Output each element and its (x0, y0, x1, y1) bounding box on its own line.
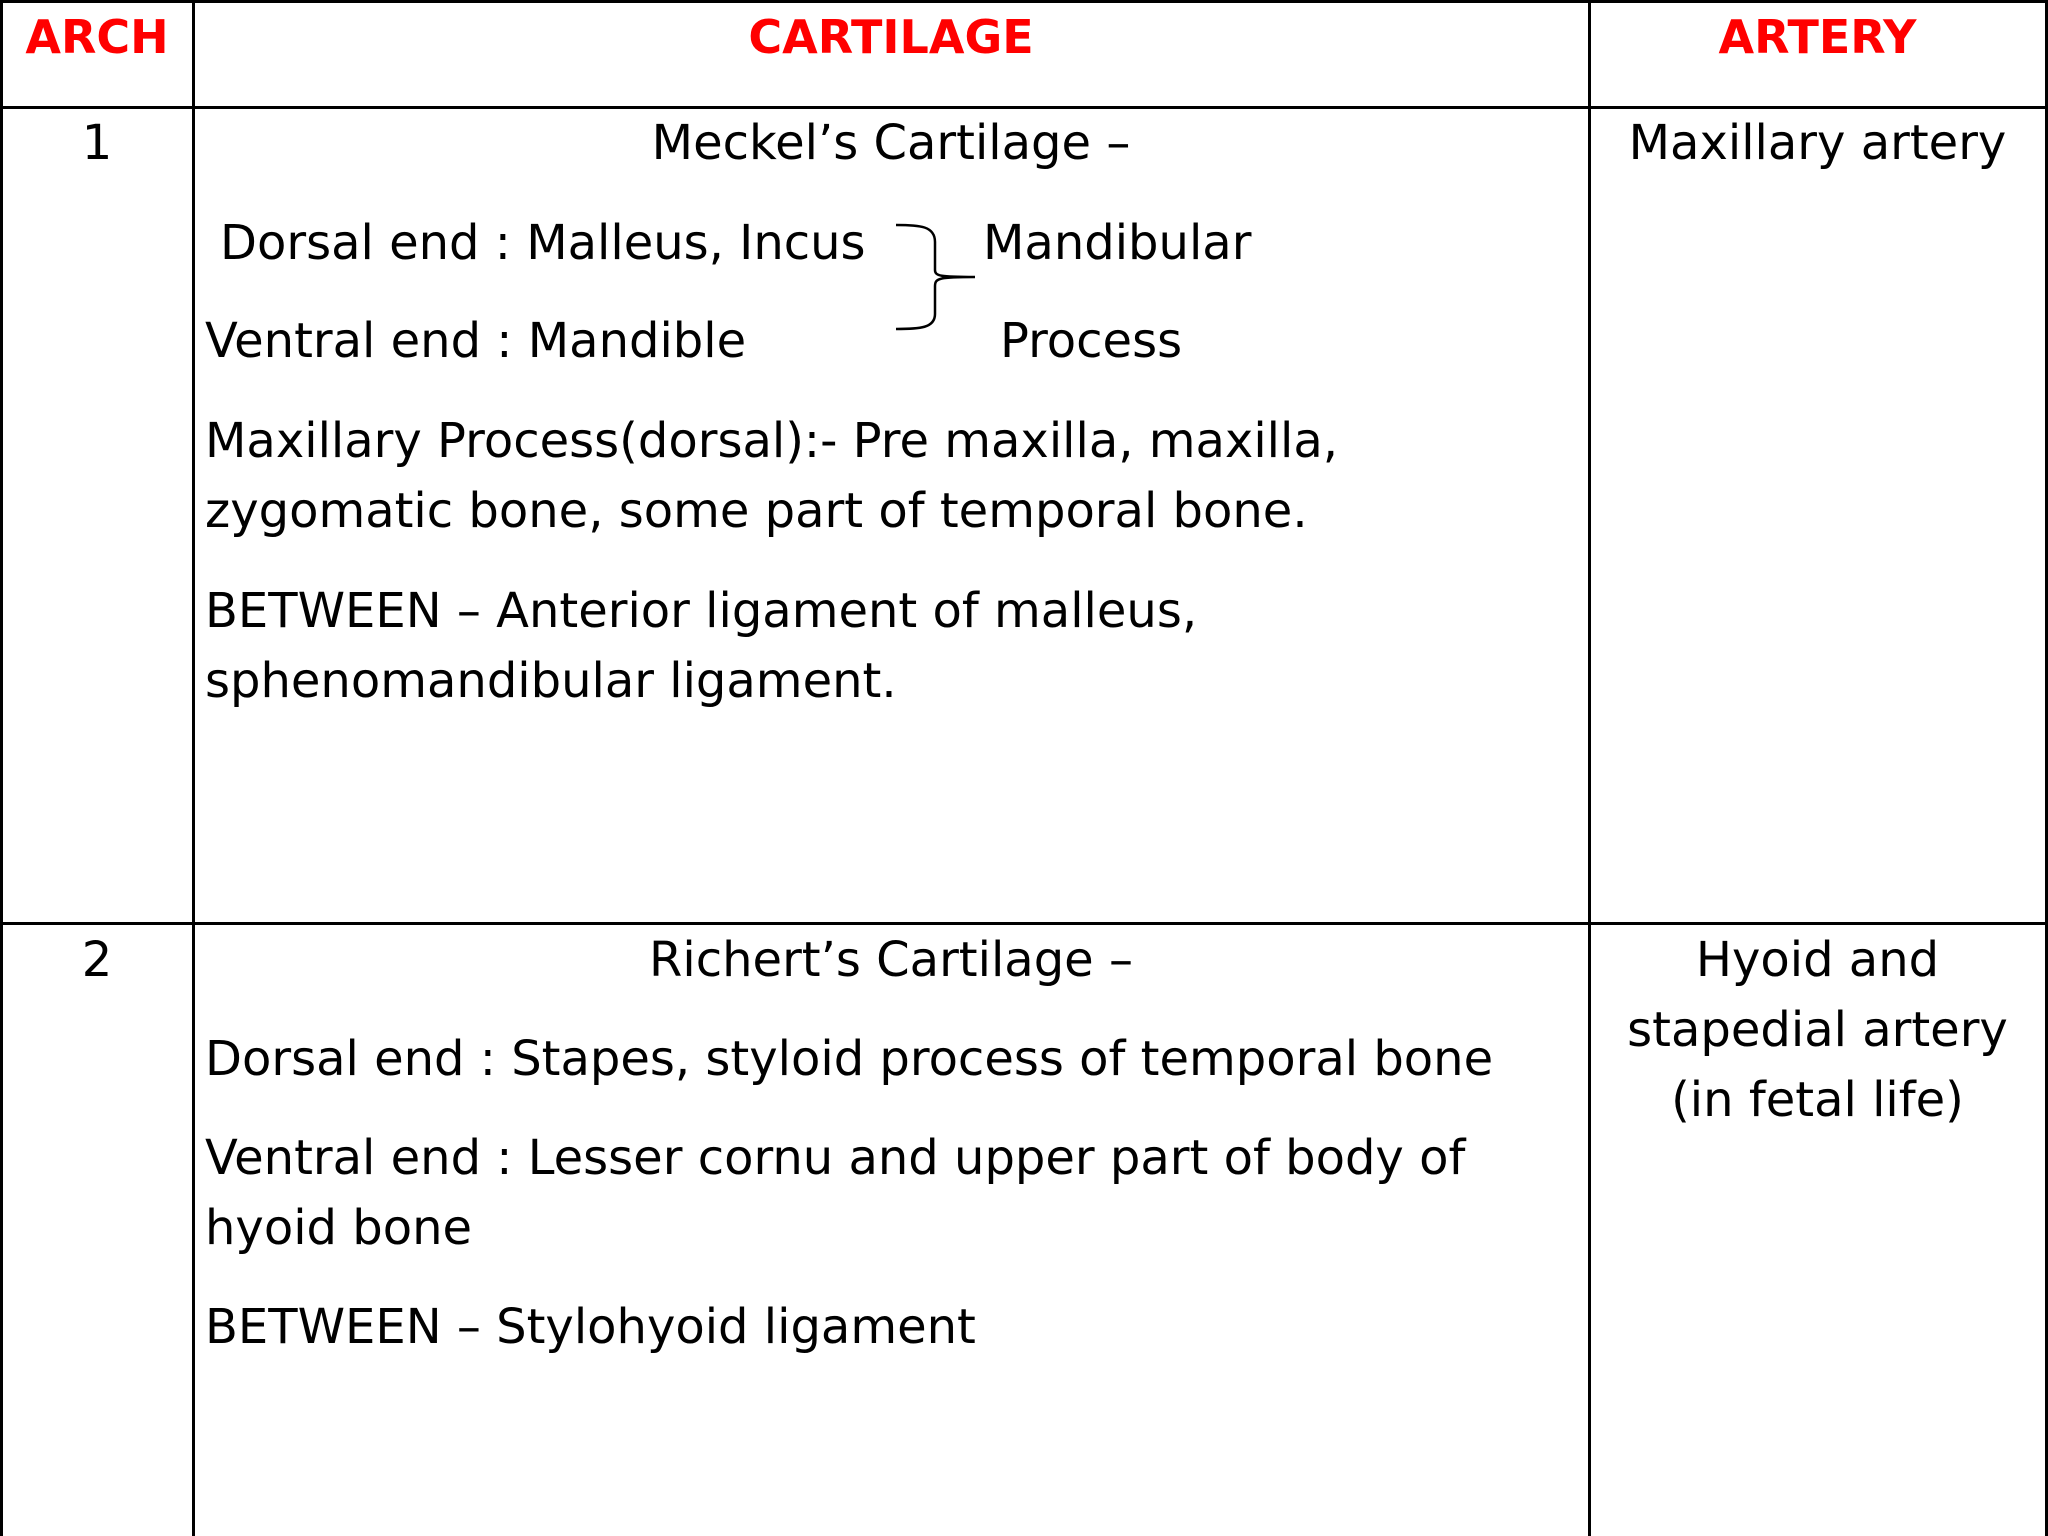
row1-dorsal-end: Dorsal end : Malleus, Incus (220, 215, 866, 271)
column-divider-cartilage (1588, 0, 1591, 1536)
row1-arch-number: 1 (81, 115, 113, 171)
row1-maxillary-line2: zygomatic bone, some part of temporal bone. (205, 483, 1308, 539)
row2-arch-number: 2 (81, 932, 113, 988)
row1-between-line1: BETWEEN – Anterior ligament of malleus, (205, 583, 1198, 639)
row2-between: BETWEEN – Stylohyoid ligament (205, 1299, 976, 1355)
row1-bracket-label-process: Process (1000, 313, 1183, 369)
header-artery: ARTERY (1718, 10, 1917, 64)
table-border-top (0, 0, 2048, 3)
row2-cartilage-title: Richert’s Cartilage – (649, 932, 1133, 988)
curly-brace-icon (890, 220, 980, 335)
header-cartilage: CARTILAGE (748, 10, 1034, 64)
row2-artery-line3: (in fetal life) (1671, 1072, 1964, 1128)
header-arch: ARCH (25, 10, 169, 64)
row1-bracket-label-mandibular: Mandibular (983, 215, 1252, 271)
row2-dorsal-end: Dorsal end : Stapes, styloid process of temporal bone (205, 1031, 1494, 1087)
column-divider-arch (192, 0, 195, 1536)
header-divider (0, 106, 2048, 109)
row2-artery-line2: stapedial artery (1627, 1002, 2008, 1058)
row-divider (0, 922, 2048, 925)
row1-between-line2: sphenomandibular ligament. (205, 653, 897, 709)
row1-maxillary-line1: Maxillary Process(dorsal):- Pre maxilla, maxilla, (205, 413, 1339, 469)
row1-artery: Maxillary artery (1628, 115, 2007, 171)
row1-cartilage-title: Meckel’s Cartilage – (651, 115, 1131, 171)
row2-artery-line1: Hyoid and (1695, 932, 1940, 988)
row2-ventral-end-line1: Ventral end : Lesser cornu and upper part of body of (205, 1130, 1466, 1186)
table-border-left (0, 0, 3, 1536)
row1-ventral-end: Ventral end : Mandible (205, 313, 747, 369)
row2-ventral-end-line2: hyoid bone (205, 1200, 473, 1256)
